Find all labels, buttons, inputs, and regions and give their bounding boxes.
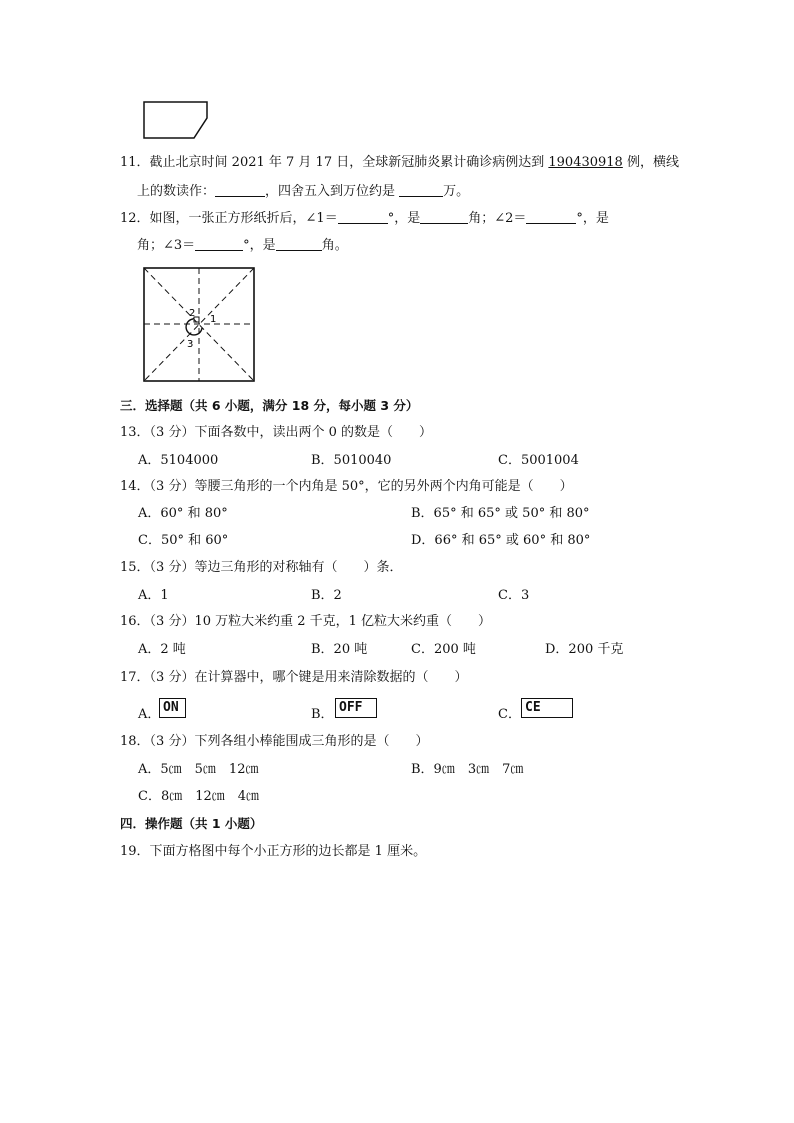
- fig-label-2: 2: [189, 308, 196, 319]
- q18-stem: 18．（3 分）下列各组小棒能围成三角形的是（ ）: [120, 734, 429, 749]
- q15-stem: 15．（3 分）等边三角形的对称轴有（ ）条．: [120, 560, 403, 575]
- q11-blank-approx[interactable]: [399, 182, 443, 197]
- q12-blank-angle2[interactable]: [526, 209, 576, 224]
- q12-line1: 12．如图，一张正方形纸折后，∠1＝ °，是 角；∠2＝ °，是: [120, 211, 609, 226]
- q17-option-a[interactable]: A．: [138, 707, 161, 722]
- q13-option-b[interactable]: B．5010040: [311, 453, 392, 468]
- q19-stem: 19．下面方格图中每个小正方形的边长都是 1 厘米。: [120, 844, 427, 859]
- fig-label-3: 3: [187, 339, 194, 350]
- q17-option-c[interactable]: C．: [498, 707, 521, 722]
- q14-stem: 14．（3 分）等腰三角形的一个内角是 50°，它的另外两个内角可能是（ ）: [120, 479, 573, 494]
- q12-blank-angle3[interactable]: [195, 236, 243, 251]
- calculator-key-on[interactable]: ON: [159, 698, 186, 718]
- q11-number: 190430918: [548, 155, 623, 170]
- q18-option-a[interactable]: A．5㎝ 5㎝ 12㎝: [138, 762, 259, 777]
- q13-stem: 13．（3 分）下面各数中，读出两个 0 的数是（ ）: [120, 425, 432, 440]
- q18-option-b[interactable]: B．9㎝ 3㎝ 7㎝: [411, 762, 524, 777]
- q12-line2: 角；∠3＝ °，是 角。: [137, 238, 348, 253]
- q12-blank-angle1[interactable]: [338, 209, 388, 224]
- q13-option-c[interactable]: C．5001004: [498, 453, 579, 468]
- q12-blank-type3[interactable]: [276, 236, 322, 251]
- q16-option-a[interactable]: A．2 吨: [138, 642, 186, 657]
- q15-option-b[interactable]: B．2: [311, 588, 342, 603]
- q11-line1: 11．截止北京时间 2021 年 7 月 17 日，全球新冠肺炎累计确诊病例达到 190430918 例，横线: [120, 155, 679, 170]
- fig-label-1: 1: [210, 314, 217, 325]
- section-3-title: 三．选择题（共 6 小题，满分 18 分，每小题 3 分）: [120, 398, 419, 413]
- q16-option-d[interactable]: D．200 千克: [545, 642, 624, 657]
- calculator-key-ce[interactable]: CE: [521, 698, 573, 718]
- q17-stem: 17．（3 分）在计算器中，哪个键是用来清除数据的（ ）: [120, 670, 468, 685]
- cut-rectangle-figure: [140, 98, 212, 142]
- folded-square-figure: [140, 265, 260, 385]
- q12-blank-type1[interactable]: [420, 209, 468, 224]
- q14-option-d[interactable]: D．66° 和 65° 或 60° 和 80°: [411, 533, 591, 548]
- q16-stem: 16．（3 分）10 万粒大米约重 2 千克，1 亿粒大米约重（ ）: [120, 614, 492, 629]
- calculator-key-off[interactable]: OFF: [335, 698, 377, 718]
- q16-option-c[interactable]: C．200 吨: [411, 642, 476, 657]
- q15-option-c[interactable]: C．3: [498, 588, 530, 603]
- q14-option-a[interactable]: A．60° 和 80°: [138, 506, 228, 521]
- q11-blank-read[interactable]: [215, 182, 265, 197]
- q17-option-b[interactable]: B．: [311, 707, 334, 722]
- section-4-title: 四．操作题（共 1 小题）: [120, 816, 263, 831]
- q14-option-c[interactable]: C．50° 和 60°: [138, 533, 229, 548]
- q11-line2: 上的数读作： ，四舍五入到万位约是 万。: [137, 184, 470, 199]
- q18-option-c[interactable]: C．8㎝ 12㎝ 4㎝: [138, 789, 260, 804]
- q13-option-a[interactable]: A．5104000: [138, 453, 219, 468]
- q15-option-a[interactable]: A．1: [138, 588, 169, 603]
- q16-option-b[interactable]: B．20 吨: [311, 642, 368, 657]
- q14-option-b[interactable]: B．65° 和 65° 或 50° 和 80°: [411, 506, 590, 521]
